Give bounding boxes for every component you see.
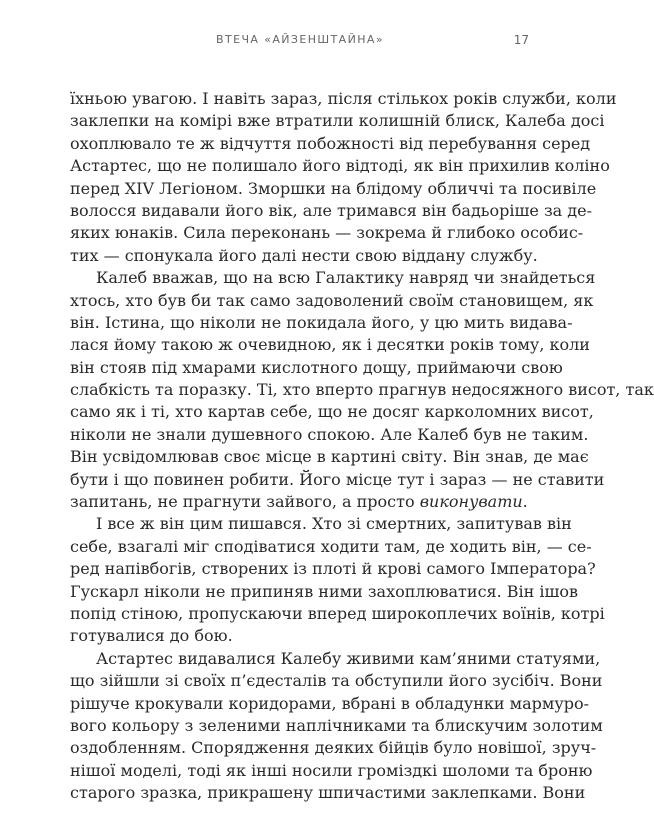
- text-line: Гускарл ніколи не припиняв ними захоплюватися. Він ішов: [70, 581, 579, 601]
- text-line: охоплювало те ж відчуття побожності від перебування серед: [70, 133, 591, 153]
- text-line: оздобленням. Спорядження деяких бійців було новішої, зруч-: [70, 738, 597, 758]
- text-line: старого зразка, прикрашену шпичастими заклепками. Вони: [70, 783, 586, 803]
- text-line: Він усвідомлював своє місце в картині світу. Він знав, де має: [70, 447, 589, 467]
- text-line: нішої моделі, тоді як інші носили громіздкі шоломи та броню: [70, 760, 593, 780]
- text-line: себе, взагалі міг сподіватися ходити там, де ходить він, — се-: [70, 536, 592, 556]
- text-line: лася йому такою ж очевидною, як і десятки років тому, коли: [70, 335, 590, 355]
- emphasis: виконувати: [419, 492, 523, 512]
- text-line: рішуче крокували коридорами, вбрані в обладунки мармуро-: [70, 693, 590, 713]
- text-line: само як і ті, хто картав себе, що не досяг карколомних висот,: [70, 402, 594, 422]
- text-line: слабкість та поразку. Ті, хто вперто прагнув недосяжного висот, так: [70, 380, 654, 400]
- text-line: запитань, не прагнути зайвого, а просто виконувати.: [70, 492, 528, 512]
- text-line: їхньою увагою. І навіть зараз, після стількох років служби, коли: [70, 89, 617, 108]
- text-line: готувалися до бою.: [70, 626, 233, 646]
- text-line: Астартес, що не полишало його відтоді, як він прихилив коліно: [70, 156, 610, 176]
- running-header: [0, 33, 600, 49]
- text-line: заклепки на комірі вже втратили колишній блиск, Калеба досі: [70, 111, 605, 131]
- text-line: вого кольору з зеленими наплічниками та блискучим золотим: [70, 715, 603, 735]
- text-line: яких юнаків. Сила переконань — зокрема й глибоко особис-: [70, 223, 584, 243]
- text-line: тих — спонукала його далі нести свою віддану службу.: [70, 245, 538, 265]
- page-number: 17: [513, 33, 529, 47]
- text-line: попід стіною, пропускаючи вперед широкоплечих воїнів, котрі: [70, 603, 605, 623]
- chapter-title: ВТЕЧА «АЙЗЕНШТАЙНА»: [216, 33, 384, 46]
- text-line: що зійшли зі своїх п’єдесталів та обступили його зусібіч. Вони: [70, 671, 603, 691]
- body-text: [70, 88, 654, 805]
- text-line: Астартес видавалися Калебу живими кам’яними статуями,: [96, 648, 601, 668]
- text-line: перед XIV Легіоном. Зморшки на блідому обличчі та посивіле: [70, 178, 597, 198]
- text-line: він. Істина, що ніколи не покидала його, у цю мить видава-: [70, 312, 573, 332]
- text-line: ніколи не знали душевного спокою. Але Калеб був не таким.: [70, 424, 589, 444]
- text-line: бути і що повинен робити. Його місце тут і зараз — не ставити: [70, 469, 605, 489]
- text-line: ред напівбогів, створених із плоті й крові самого Імператора?: [70, 559, 596, 579]
- text-line: Калеб вважав, що на всю Галактику навряд чи знайдеться: [96, 268, 596, 288]
- text-line: волосся видавали його вік, але тримався він бадьоріше за де-: [70, 200, 593, 220]
- text-line: І все ж він цим пишався. Хто зі смертних, запитував він: [96, 514, 572, 534]
- text-line: він стояв під хмарами кислотного дощу, приймаючи свою: [70, 357, 563, 377]
- text-line: хтось, хто був би так само задоволений своїм становищем, як: [70, 290, 594, 310]
